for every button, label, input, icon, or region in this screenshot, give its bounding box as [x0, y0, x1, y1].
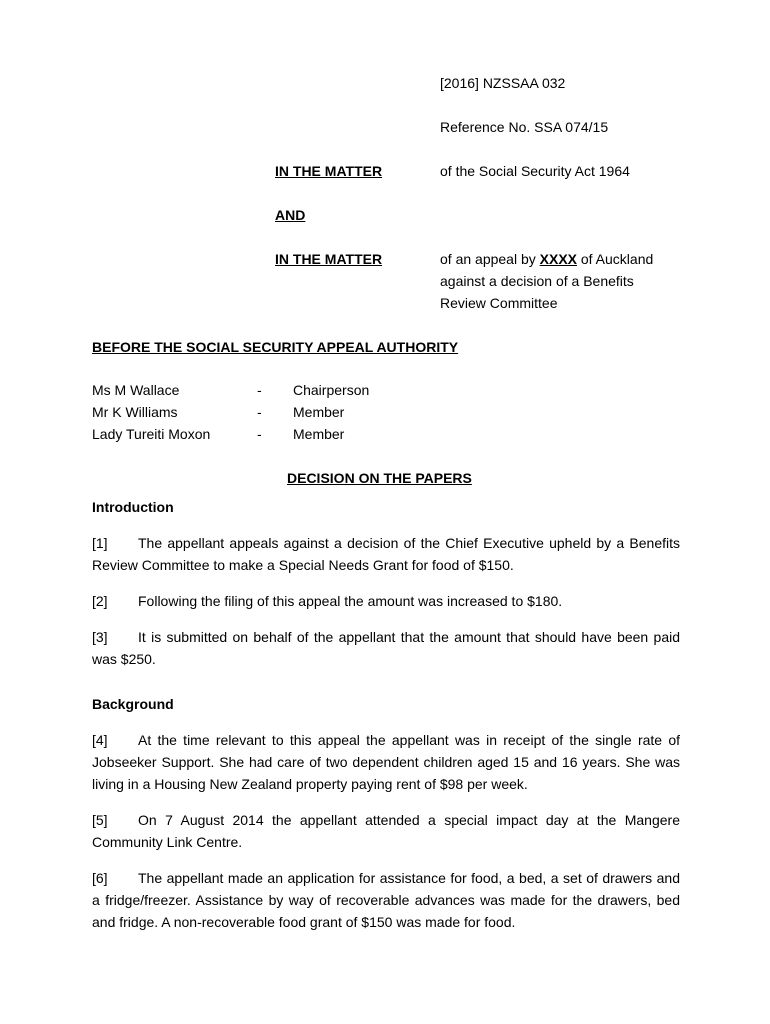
member-name: Lady Tureiti Moxon	[92, 426, 211, 442]
member-name: Ms M Wallace	[92, 382, 180, 398]
paragraph-text: Following the filing of this appeal the amount was increased to $180.	[138, 593, 563, 609]
paragraph	[92, 626, 680, 670]
paragraph-number: [4]	[92, 732, 108, 748]
member-role: Member	[293, 426, 345, 442]
appellant-name: XXXX	[539, 251, 577, 267]
matter-text-2-b: of Auckland	[577, 251, 654, 267]
background-heading: Background	[92, 696, 174, 712]
authority-heading: BEFORE THE SOCIAL SECURITY APPEAL AUTHORITY	[92, 339, 459, 355]
member-role: Member	[293, 404, 345, 420]
citation: [2016] NZSSAA 032	[440, 75, 566, 91]
reference-number: Reference No. SSA 074/15	[440, 119, 609, 135]
decision-heading: DECISION ON THE PAPERS	[287, 470, 472, 486]
paragraph	[92, 729, 680, 795]
and-label: AND	[275, 207, 306, 223]
paragraph-text: The appellant made an application for assistance for food, a bed, a set of drawers and a fridge/freezer. Assistance by way of recoverable advances was made for the drawers, bed and fridge. A non-recoverable food grant of $150 was made for food.	[92, 870, 680, 930]
matter-text-2-line2: against a decision of a Benefits	[440, 273, 634, 289]
member-dash: -	[257, 382, 262, 398]
matter-label-2: IN THE MATTER	[275, 251, 383, 267]
paragraph-text: On 7 August 2014 the appellant attended a special impact day at the Mangere Community Link Centre.	[92, 812, 680, 850]
member-role: Chairperson	[293, 382, 370, 398]
paragraph	[92, 590, 680, 612]
matter-text-2-line3: Review Committee	[440, 295, 558, 311]
paragraph	[92, 867, 680, 933]
paragraph-number: [5]	[92, 812, 108, 828]
paragraph-text: The appellant appeals against a decision of the Chief Executive upheld by a Benefits Review Committee to make a Special Needs Grant for food of $150.	[92, 535, 680, 573]
matter-text-1: of the Social Security Act 1964	[440, 163, 630, 179]
paragraph-number: [3]	[92, 629, 108, 645]
member-name: Mr K Williams	[92, 404, 178, 420]
matter-text-2	[440, 250, 653, 268]
paragraph-text: At the time relevant to this appeal the appellant was in receipt of the single rate of Jobseeker Support. She had care of two dependent children aged 15 and 16 years. She was living in a Housing New Zealand property paying rent of $98 per week.	[92, 732, 680, 792]
member-dash: -	[257, 404, 262, 420]
introduction-heading: Introduction	[92, 499, 174, 515]
paragraph	[92, 532, 680, 576]
paragraph-number: [1]	[92, 535, 108, 551]
paragraph-number: [2]	[92, 593, 108, 609]
paragraph-number: [6]	[92, 870, 108, 886]
matter-label-1: IN THE MATTER	[275, 163, 383, 179]
matter-text-2-a: of an appeal by	[440, 251, 540, 267]
paragraph	[92, 809, 680, 853]
paragraph-text: It is submitted on behalf of the appellant that the amount that should have been paid was $250.	[92, 629, 680, 667]
member-dash: -	[257, 426, 262, 442]
